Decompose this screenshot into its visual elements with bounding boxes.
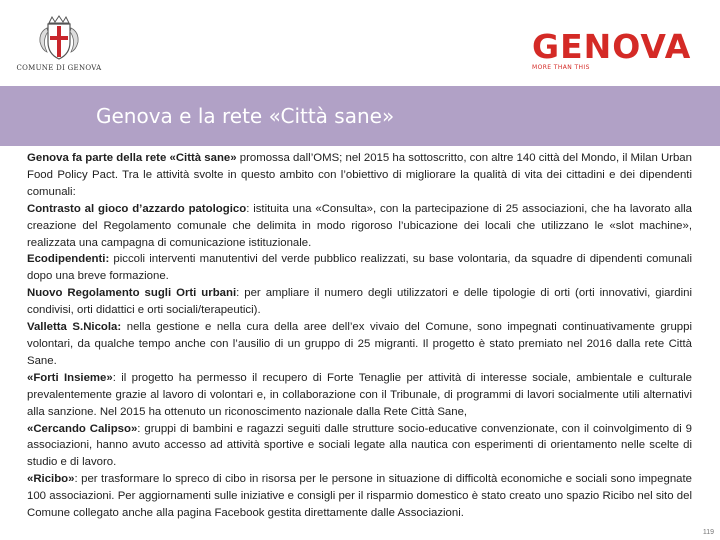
paragraph-text: : istituita una «Consulta», con la partecipazione di 25 associazioni, che ha lavorato alla creazione del Regolamento comunale che delimita in modo rigoroso l’ubicazione dei locali che utilizzano le «slot machine», realizzata una campagna di comunicazione istituzionale. xyxy=(27,202,692,249)
genova-wordmark: GENOVA xyxy=(532,27,692,66)
genova-tagline: MORE THAN THIS xyxy=(532,64,590,71)
paragraph-text: promossa dall’OMS; nel 2015 ha sottoscritto, con altre 140 città del Mondo, il Milan Urban Food Policy Pact. Tra le attività svolte in questo ambito con l’obiettivo di migliorare la qualità di vita dei cittadini e dei dipendenti comunali: xyxy=(27,152,692,198)
paragraph-text: : per ampliare il numero degli utilizzatori e delle tipologie di orti (orti innovativi, giardini condivisi, orti didattici e orti sociali/terapeutici). xyxy=(27,287,692,317)
paragraph-text: nella gestione e nella cura della aree dell’ex vivaio del Comune, sono impegnati continuativamente gruppi volontari, da qualche tempo anche con l’ausilio di un gruppo di 25 migranti. Il progetto è stato premiato nel 2016 dalla rete Città Sane. xyxy=(27,321,693,367)
paragraph xyxy=(27,421,692,472)
paragraph-text: piccoli interventi manutentivi del verde pubblico realizzati, su base volontaria, da squadre di dipendenti comunali dopo una breve formazione. xyxy=(27,253,692,283)
paragraph xyxy=(27,370,692,421)
paragraph-heading: «Cercando Calipso» xyxy=(27,422,138,435)
coat-of-arms-icon xyxy=(36,14,82,62)
paragraph-heading: Valletta S.Nicola: xyxy=(27,321,122,334)
paragraph-heading: Genova fa parte della rete «Città sane» xyxy=(27,152,237,164)
paragraph-text: : il progetto ha permesso il recupero di Forte Tenaglie per attività di interesse sociale, ambientale e culturale prevalentemente grazie al lavoro di volontari e, in collaborazione con il Tribunale, di programmi di lavori socialmente utili alternativi alla sanzione. Nel 2015 ha ottenuto un riconoscimento nazionale dalla Rete Città Sane, xyxy=(27,371,692,418)
paragraph-heading: Contrasto al gioco d’azzardo patologico xyxy=(27,202,247,215)
paragraph xyxy=(27,285,692,319)
paragraph xyxy=(27,251,692,285)
paragraph xyxy=(27,319,692,370)
slide-title: Genova e la rete «Città sane» xyxy=(96,104,395,128)
paragraph xyxy=(27,201,692,252)
paragraph xyxy=(27,150,692,201)
paragraph-heading: «Forti Insieme» xyxy=(27,371,113,384)
genova-brand-logo xyxy=(532,27,702,74)
body-text xyxy=(27,150,692,522)
paragraph-heading: Ecodipendenti: xyxy=(27,253,110,266)
paragraph-heading: Nuovo Regolamento sugli Orti urbani xyxy=(27,287,237,300)
paragraph-text: : gruppi di bambini e ragazzi seguiti dalle strutture socio-educative convenzionate, con il coinvolgimento di 9 associazioni, hanno avuto accesso ad attività sportive e sociali legate alla nautica con esperimenti di orientamento nelle scelte di studio e di lavoro. xyxy=(27,422,692,469)
comune-label: COMUNE DI GENOVA xyxy=(16,64,102,72)
page-number: 119 xyxy=(702,529,714,536)
comune-di-genova-logo xyxy=(16,14,102,78)
paragraph-text: : per trasformare lo spreco di cibo in risorsa per le persone in situazione di difficoltà economiche e sociali sono impegnate 100 associazioni. Per aggiornamenti sulle iniziative e consigli per il risparmio domestico è stato creato uno spazio Ricibo nel sito del Comune collegato anche alla pagina Facebook gestita direttamente dalle Associazioni. xyxy=(27,473,692,520)
paragraph xyxy=(27,471,692,522)
paragraph-heading: «Ricibo» xyxy=(27,473,75,486)
